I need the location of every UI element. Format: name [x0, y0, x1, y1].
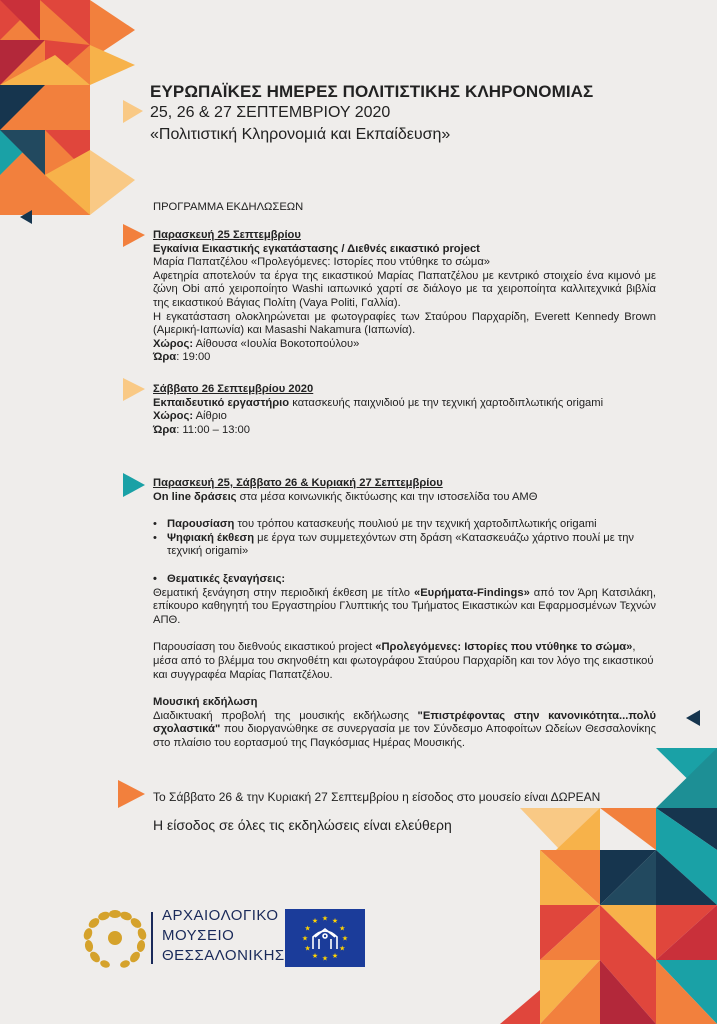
project-text: , μέσα από το βλέμμα του σκηνοθέτη και φωτογράφου Σταύρου Παρχαρίδη και τον λόγο της εικαστικού και συγγραφέα Μαρίας Παπατζέλου. — [153, 641, 654, 681]
time-label: Ώρα — [153, 351, 177, 364]
bullet-bold: Παρουσίαση — [167, 518, 235, 531]
eu-star-icon: ★ — [304, 925, 311, 933]
list-item: • Θεματικές ξεναγήσεις: — [153, 573, 656, 587]
venue-value: Αίθουσα «Ιουλία Βοκοτοπούλου» — [193, 337, 360, 350]
saturday-time — [153, 424, 656, 438]
friday-event-title: Εγκαίνια Εικαστικής εγκατάστασης / Διεθνές εικαστικό project — [153, 242, 480, 255]
museum-name — [162, 906, 285, 966]
list-item — [153, 532, 656, 559]
bullet-text: του τρόπου κατασκευής πουλιού με την τεχνική χαρτοδιπλωτικής origami — [234, 518, 597, 531]
friday-subtitle: Μαρία Παπατζέλου «Προλεγόμενες: Ιστορίες που ντύθηκε το σώμα» — [153, 256, 491, 269]
eu-star-icon: ★ — [339, 945, 346, 953]
friday-venue — [153, 338, 656, 352]
music-label: Μουσική εκδήλωση — [153, 696, 258, 709]
accent-triangle — [123, 473, 145, 497]
tour-text: από τον Άρη Κατσιλάκη, επίκουρο καθηγητή του Εργαστηρίου Γλυπτικής του Τμήματος Εικαστικών και Εφαρμοσμένων Τεχνών ΑΠΘ. — [153, 586, 656, 626]
time-label: Ώρα — [153, 423, 177, 436]
saturday-event — [153, 397, 656, 411]
logo-divider — [151, 912, 153, 964]
accent-triangle — [123, 100, 143, 123]
friday-description-2: Η εγκατάσταση ολοκληρώνεται με φωτογραφίες των Σταύρου Παρχαρίδη, Everett Kennedy Brown (Αμερική-Ιαπωνία) και Masashi Nakamura (Ιαπωνία). — [153, 310, 656, 337]
time-value: : 11:00 – 13:00 — [176, 423, 251, 436]
friday-description-1: Αφετηρία αποτελούν τα έργα της εικαστικού Μαρίας Παπατζέλου με κεντρικό στοιχείο ένα κιμονό με ζώνη Obi από χειροποίητο Washi ιαπωνικό χαρτί σε διάλογο με τα χειροποίητα καλλιτεχνικά βιβλία της εικαστικού Βάγιας Πολίτη (Vaya Politi, Γαλλία). — [153, 269, 656, 309]
online-intro — [153, 491, 656, 505]
event-theme: «Πολιτιστική Κληρονομιά και Εκπαίδευση» — [150, 126, 451, 143]
eu-star-icon: ★ — [331, 952, 339, 960]
accent-triangle — [686, 710, 700, 726]
tour-description — [153, 587, 656, 628]
saturday-date: Σάββατο 26 Σεπτεμβρίου 2020 — [153, 383, 314, 395]
accent-triangle — [123, 378, 145, 401]
music-description — [153, 710, 656, 751]
eu-heritage-days-logo — [285, 909, 365, 967]
project-description — [153, 641, 656, 682]
saturday-venue — [153, 410, 656, 424]
eu-star-icon: ★ — [301, 935, 309, 943]
friday-section — [153, 229, 656, 365]
friday-time — [153, 351, 656, 365]
list-item — [153, 518, 656, 532]
eu-star-icon: ★ — [311, 952, 319, 960]
eu-star-icon: ★ — [331, 918, 339, 926]
accent-triangle — [123, 224, 145, 247]
music-text: Διαδικτυακή προβολή της μουσικής εκδήλωσης — [153, 709, 418, 722]
project-text: Παρουσίαση του διεθνούς εικαστικού project — [153, 641, 376, 654]
tour-text: Θεματική ξενάγηση στην περιοδική έκθεση με τίτλο — [153, 586, 414, 599]
bullet-bold: Ψηφιακή έκθεση — [167, 531, 255, 544]
eu-star-icon: ★ — [304, 945, 311, 953]
museum-name-line: ΘΕΣΣΑΛΟΝΙΚΗΣ — [162, 947, 285, 964]
venue-label: Χώρος: — [153, 337, 194, 350]
page-title: ΕΥΡΩΠΑΪΚΕΣ ΗΜΕΡΕΣ ΠΟΛΙΤΙΣΤΙΚΗΣ ΚΛΗΡΟΝΟΜΙΑΣ — [150, 82, 594, 101]
saturday-event-bold: Εκπαιδευτικό εργαστήριο — [153, 396, 290, 409]
online-section — [153, 477, 656, 751]
online-date: Παρασκευή 25, Σάββατο 26 & Κυριακή 27 Σεπτεμβρίου — [153, 477, 443, 489]
eu-star-icon: ★ — [311, 918, 319, 926]
event-dates: 25, 26 & 27 ΣΕΠΤΕΜΒΡΙΟΥ 2020 — [150, 104, 391, 121]
saturday-event-rest: κατασκευής παιχνιδιού με την τεχνική χαρτοδιπλωτικής origami — [289, 396, 604, 409]
museum-name-line: ΜΟΥΣΕΙΟ — [162, 927, 235, 944]
free-entry-weekend: Το Σάββατο 26 & την Κυριακή 27 Σεπτεμβρίου η είσοδος στο μουσείο είναι ΔΩΡΕΑΝ — [153, 790, 601, 804]
venue-value: Αίθριο — [193, 410, 227, 423]
time-value: : 19:00 — [176, 351, 211, 364]
museum-wreath-logo — [82, 907, 148, 969]
venue-label: Χώρος: — [153, 410, 194, 423]
music-event-title: "Επιστρέφοντας στην κανονικότητα...πολύ σχολαστικά" — [153, 709, 656, 736]
bullet-text: με έργα των συμμετεχόντων στη δράση «Κατασκευάζω χάρτινο πουλί με την τεχνική origami» — [167, 531, 635, 558]
eu-star-icon: ★ — [321, 915, 329, 923]
eu-star-icon: ★ — [341, 935, 349, 943]
top-left-triangles — [0, 0, 135, 215]
program-heading: ΠΡΟΓΡΑΜΜΑ ΕΚΔΗΛΩΣΕΩΝ — [153, 201, 304, 213]
saturday-section — [153, 383, 656, 437]
music-text: που διοργανώθηκε σε συνεργασία με τον Σύνδεσμο Αποφοίτων Ωδείων Θεσσαλονίκης στο πλαίσιο του εορτασμού της Παγκόσμιας Ημέρας Μουσικής. — [153, 723, 656, 749]
tour-exhibition-title: «Ευρήματα-Findings» — [414, 586, 530, 599]
museum-name-line: ΑΡΧΑΙΟΛΟΓΙΚΟ — [162, 907, 279, 924]
online-bullets — [153, 518, 656, 559]
tours-bullet — [153, 573, 656, 587]
free-entry-all: Η είσοδος σε όλες τις εκδηλώσεις είναι ελεύθερη — [153, 817, 452, 833]
accent-triangle — [118, 780, 145, 808]
online-intro-bold: On line δράσεις — [153, 490, 237, 503]
project-title: «Προλεγόμενες: Ιστορίες που ντύθηκε το σώμα» — [375, 641, 633, 654]
eu-star-icon: ★ — [321, 955, 329, 963]
online-intro-rest: στα μέσα κοινωνικής δικτύωσης και την ιστοσελίδα του ΑΜΘ — [236, 490, 538, 503]
friday-date: Παρασκευή 25 Σεπτεμβρίου — [153, 229, 301, 241]
eu-star-icon: ★ — [339, 925, 346, 933]
